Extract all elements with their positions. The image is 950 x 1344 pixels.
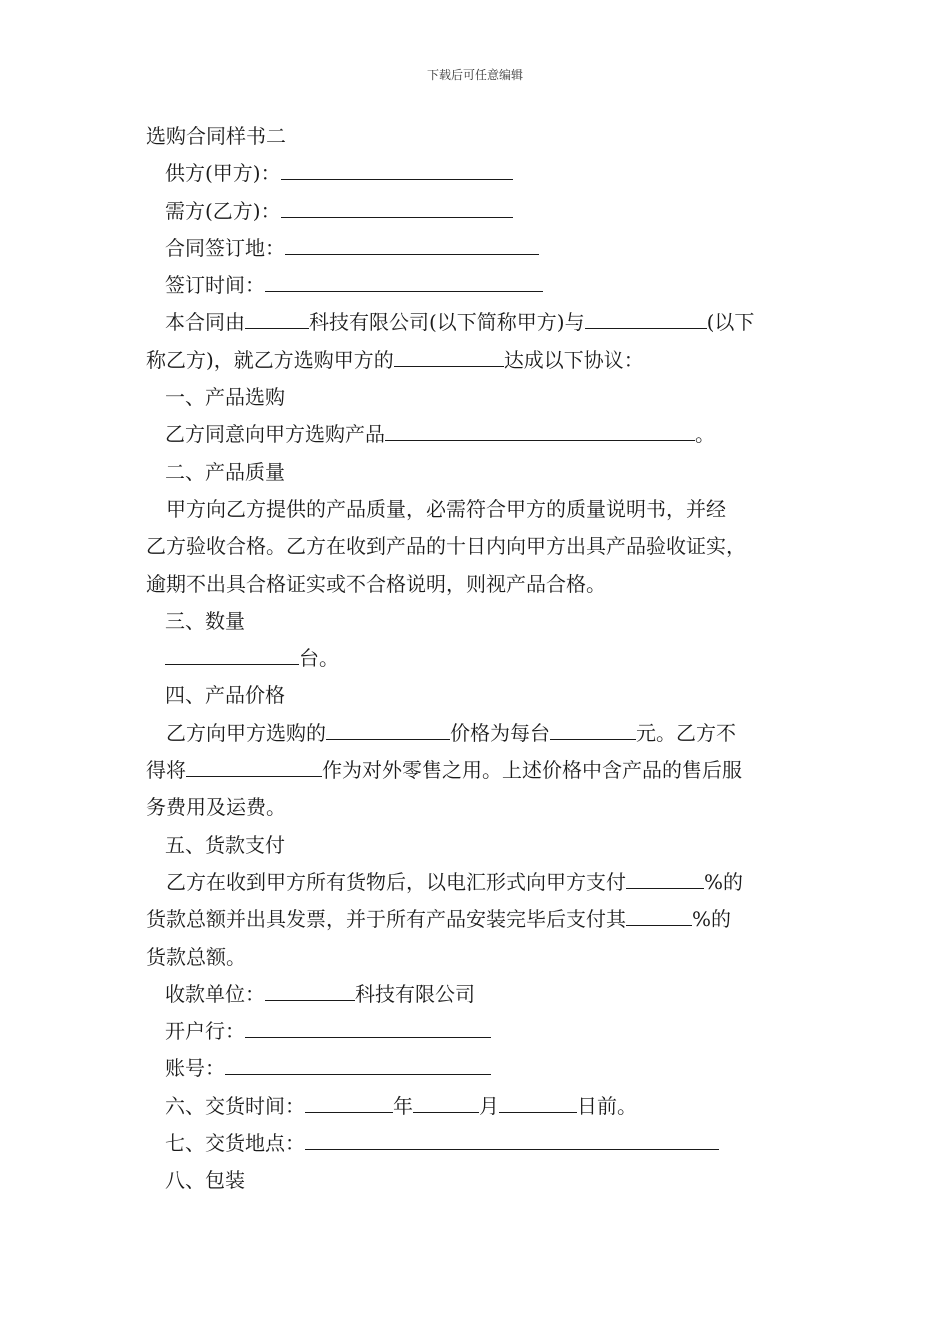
section-6-line	[146, 1088, 826, 1125]
s5-text-a: 乙方在收到甲方所有货物后，以电汇形式向甲方支付	[166, 869, 626, 894]
party-b-name-blank[interactable]	[585, 306, 707, 329]
section-5-title: 五、货款支付	[165, 832, 285, 857]
bank-line	[146, 1013, 826, 1050]
supplier-blank[interactable]	[281, 157, 513, 180]
section-5-line-2	[146, 901, 826, 938]
buyer-line	[146, 193, 826, 230]
contract-title: 选购合同样书二	[146, 124, 286, 148]
s5-text-c: 货款总额并出具发票，并于所有产品安装完毕后支付其	[146, 907, 626, 932]
retail-product-blank[interactable]	[186, 754, 322, 777]
payee-label: 收款单位：	[165, 981, 265, 1006]
sign-place-line	[146, 230, 826, 267]
supplier-label: 供方(甲方)：	[165, 161, 281, 186]
bank-blank[interactable]	[245, 1015, 491, 1038]
s1-text-b: 。	[695, 422, 715, 447]
buyer-blank[interactable]	[281, 195, 513, 218]
product-blank[interactable]	[385, 418, 695, 441]
s6-year: 年	[393, 1093, 413, 1118]
sign-time-blank[interactable]	[265, 269, 543, 292]
section-8-title: 八、包装	[165, 1168, 245, 1193]
company-name-blank[interactable]	[245, 306, 309, 329]
section-2-title: 二、产品质量	[165, 459, 285, 484]
s4-text-e: 作为对外零售之用。上述价格中含产品的售后服	[322, 758, 742, 783]
s4-text-d: 得将	[146, 758, 186, 783]
intro-text-b: 科技有限公司(以下简称甲方)与	[309, 310, 585, 335]
account-label: 账号：	[165, 1056, 225, 1081]
intro-text-c: (以下	[706, 310, 755, 335]
quantity-blank[interactable]	[165, 642, 299, 665]
final-payment-percent-blank[interactable]	[626, 903, 692, 926]
section-2-line-3: 逾期不出具合格证实或不合格说明，则视产品合格。	[146, 571, 606, 596]
account-blank[interactable]	[225, 1052, 491, 1075]
section-3-line	[146, 640, 826, 677]
section-4-line-2	[146, 752, 826, 789]
price-product-blank[interactable]	[326, 717, 450, 740]
s6-label: 六、交货时间：	[165, 1093, 305, 1118]
section-1-title: 一、产品选购	[165, 385, 285, 410]
s1-text-a: 乙方同意向甲方选购产品	[165, 422, 385, 447]
intro2-text-b: 达成以下协议：	[503, 347, 644, 372]
section-5-line-3: 货款总额。	[146, 944, 246, 969]
s4-text-c: 元。乙方不	[636, 720, 736, 745]
first-payment-percent-blank[interactable]	[626, 866, 704, 889]
sign-place-blank[interactable]	[285, 232, 539, 255]
supplier-line	[146, 155, 826, 192]
section-2-line-2: 乙方验收合格。乙方在收到产品的十日内向甲方出具产品验收证实，	[146, 534, 746, 559]
payee-line	[146, 976, 826, 1013]
s5-text-b: %的	[704, 869, 744, 894]
sign-time-label: 签订时间：	[165, 273, 265, 298]
sign-time-line	[146, 267, 826, 304]
section-5-line-1	[146, 864, 826, 901]
section-1-line	[146, 416, 826, 453]
bank-label: 开户行：	[165, 1019, 245, 1044]
payee-blank[interactable]	[265, 978, 355, 1001]
delivery-place-blank[interactable]	[305, 1127, 719, 1150]
s4-text-b: 价格为每台	[450, 720, 550, 745]
s7-label: 七、交货地点：	[165, 1131, 305, 1156]
section-2-line-1: 甲方向乙方提供的产品质量，必需符合甲方的质量说明书，并经	[166, 496, 726, 521]
delivery-year-blank[interactable]	[305, 1090, 393, 1113]
buyer-label: 需方(乙方)：	[165, 198, 281, 223]
section-3-title: 三、数量	[165, 608, 245, 633]
product-purpose-blank[interactable]	[394, 344, 504, 367]
payee-suffix: 科技有限公司	[355, 981, 475, 1006]
sign-place-label: 合同签订地：	[165, 235, 285, 260]
intro-line-1	[146, 304, 826, 341]
section-4-line-3: 务费用及运费。	[146, 795, 286, 820]
s6-day: 日前。	[577, 1093, 637, 1118]
section-4-line-1	[146, 715, 826, 752]
intro-text-a: 本合同由	[165, 310, 245, 335]
delivery-day-blank[interactable]	[499, 1090, 577, 1113]
s5-text-d: %的	[692, 907, 732, 932]
s3-text: 台。	[299, 646, 339, 671]
intro2-text-a: 称乙方)，就乙方选购甲方的	[146, 347, 394, 372]
intro-line-2	[146, 342, 826, 379]
unit-price-blank[interactable]	[550, 717, 636, 740]
page-header-note: 下载后可任意编辑	[426, 68, 523, 82]
section-4-title: 四、产品价格	[165, 683, 285, 708]
s6-month: 月	[479, 1093, 499, 1118]
s4-text-a: 乙方向甲方选购的	[166, 720, 326, 745]
account-line	[146, 1050, 826, 1087]
section-7-line	[146, 1125, 826, 1162]
contract-body	[146, 118, 826, 1200]
delivery-month-blank[interactable]	[413, 1090, 479, 1113]
